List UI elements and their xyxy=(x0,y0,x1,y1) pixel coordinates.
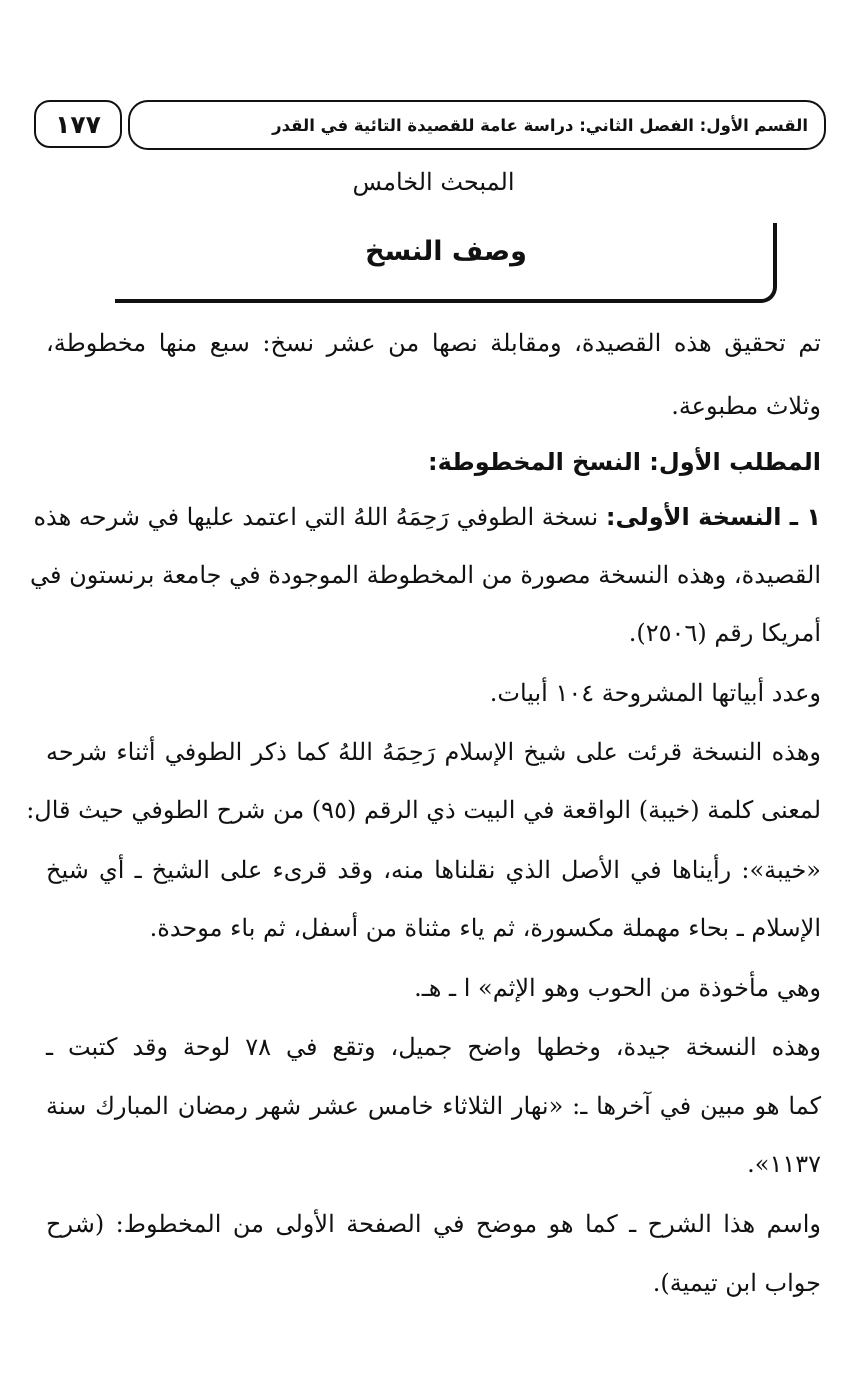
body-line-17: جواب ابن تيمية). xyxy=(652,1269,821,1297)
body-line-11: الإسلام ـ بحاء مهملة مكسورة، ثم ياء مثناة من أسفل، ثم باء موحدة. xyxy=(149,914,821,942)
body-line-5: القصيدة، وهذه النسخة مصورة من المخطوطة الموجودة في جامعة برنستون في xyxy=(30,561,821,589)
body-line-8: وهذه النسخة قرئت على شيخ الإسلام رَحِمَهُ اللهُ كما ذكر الطوفي أثناء شرحه xyxy=(46,738,821,766)
section-label: المبحث الخامس xyxy=(352,168,515,196)
body-line-7: وعدد أبياتها المشروحة ١٠٤ أبيات. xyxy=(489,679,821,707)
body-line-9: لمعنى كلمة (خيبة) الواقعة في البيت ذي الرقم (٩٥) من شرح الطوفي حيث قال: xyxy=(26,796,821,824)
item-text: نسخة الطوفي رَحِمَهُ اللهُ التي اعتمد عليها في شرحه هذه xyxy=(33,503,606,531)
item-label: ١ ـ النسخة الأولى: xyxy=(605,503,821,531)
running-header: القسم الأول: الفصل الثاني: دراسة عامة للقصيدة التائية في القدر xyxy=(128,100,826,150)
body-line-4 xyxy=(33,492,821,542)
body-line-16: واسم هذا الشرح ـ كما هو موضح في الصفحة الأولى من المخطوط: (شرح xyxy=(46,1210,821,1238)
page-title: وصف النسخ xyxy=(365,236,527,267)
body-line-2: وثلاث مطبوعة. xyxy=(671,392,821,420)
body-line-15: ١١٣٧». xyxy=(747,1150,821,1178)
body-line-6: أمريكا رقم (٢٥٠٦). xyxy=(628,619,821,647)
page-number: ١٧٧ xyxy=(34,100,122,148)
body-line-1: تم تحقيق هذه القصيدة، ومقابلة نصها من عشر نسخ: سبع منها مخطوطة، xyxy=(46,329,821,357)
body-line-14: كما هو مبين في آخرها ـ: «نهار الثلاثاء خامس عشر شهر رمضان المبارك سنة xyxy=(46,1092,822,1120)
body-line-12: وهي مأخوذة من الحوب وهو الإثم» ا ـ هـ. xyxy=(414,974,821,1002)
subsection-heading: المطلب الأول: النسخ المخطوطة: xyxy=(428,448,821,476)
body-line-13: وهذه النسخة جيدة، وخطها واضح جميل، وتقع في ٧٨ لوحة وقد كتبت ـ xyxy=(46,1033,821,1061)
body-line-10: «خيبة»: رأيناها في الأصل الذي نقلناها منه، وقد قرىء على الشيخ ـ أي شيخ xyxy=(46,856,821,884)
